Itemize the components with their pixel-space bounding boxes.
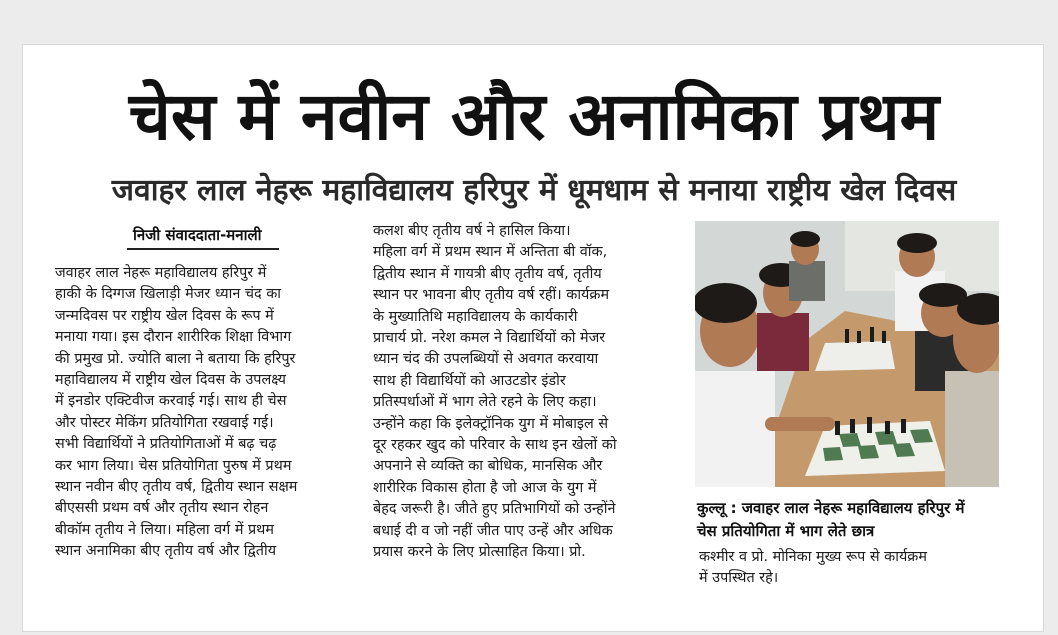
text-line: कर भाग लिया। चेस प्रतियोगिता पुरुष में प्रथम [55,457,292,474]
text-line: स्थान नवीन बीए तृतीय वर्ष, द्वितीय स्थान सक्षम [55,479,298,496]
text-line: बेहद जरूरी है। जीते हुए प्रतिभागियों को उन्होंने [373,501,616,518]
text-line: जवाहर लाल नेहरू महाविद्यालय हरिपुर में [55,265,267,281]
text-line: दूर रहकर खुद को परिवार के साथ इन खेलों को [373,437,617,454]
chess-photo [695,221,999,487]
text-line: जन्मदिवस पर राष्ट्रीय खेल दिवस के रूप में [55,307,274,324]
caption-line: चेस प्रतियोगिता में भाग लेते छात्र [697,522,875,540]
text-line: मनाया गया। इस दौरान शारीरिक शिक्षा विभाग [55,329,292,346]
text-line: में इनडोर एक्टिवीज करवाई गई। साथ ही चेस [55,393,287,410]
caption-line: कुल्लू : जवाहर लाल नेहरू महाविद्यालय हरिपुर में [697,499,965,517]
newspaper-clipping [22,44,1044,632]
text-line: साथ ही विद्यार्थियों को आउटडोर इंडोर [373,372,566,389]
text-line: की प्रमुख प्रो. ज्योति बाला ने बताया कि हरिपुर [55,350,296,367]
text-line: ध्यान चंद की उपलब्धियों से अवगत करवाया [373,351,599,368]
text-line: बीएससी प्रथम वर्ष और तृतीय स्थान रोहन [55,500,269,517]
byline-underline [127,248,279,250]
text-line: महाविद्यालय में राष्ट्रीय खेल दिवस के उपलक्ष्य [55,372,286,389]
text-line: कलश बीए तृतीय वर्ष ने हासिल किया। [373,223,571,239]
text-line: उन्होंने कहा कि इलेक्ट्रॉनिक युग में मोबाइल से [373,415,609,432]
article-column-2 [373,221,705,564]
text-line: कश्मीर व प्रो. मोनिका मुख्य रूप से कार्यक्रम [699,549,927,565]
text-line: हाकी के दिग्गज खिलाड़ी मेजर ध्यान चंद का [55,286,282,303]
photo-caption [697,497,1001,543]
text-line: में उपस्थित रहे। [699,570,779,587]
byline: निजी संवाददाता-मनाली [133,226,262,244]
text-line: शारीरिक विकास होता है जो आज के युग में [373,479,597,496]
text-line: महिला वर्ग में प्रथम स्थान में अन्तिता बी वॉक, [373,244,608,261]
article-column-1 [55,263,387,563]
text-line: और पोस्टर मेकिंग प्रतियोगिता रखवाई गई। [55,414,274,431]
text-line: के मुख्यातिथि महाविद्यालय के कार्यकारी [373,308,578,325]
text-line: अपनाने से व्यक्ति का बोधिक, मानसिक और [373,458,603,475]
text-line: प्रतिस्पर्धाओं में भाग लेते रहने के लिए कहा। [373,394,597,411]
text-line: स्थान अनामिका बीए तृतीय वर्ष और द्वितीय [55,543,277,560]
text-line: द्वितीय स्थान में गायत्री बीए तृतीय वर्ष, तृतीय [373,265,602,282]
text-line: बधाई दी व जो नहीं जीत पाए उन्हें और अधिक [373,522,613,539]
text-line: प्रयास करने के लिए प्रोत्साहित किया। प्रो. [373,544,586,561]
cut-off-next-article [23,611,1044,632]
text-line: प्राचार्य प्रो. नरेश कमल ने विद्यार्थियों को मेजर [373,330,606,347]
headline: चेस में नवीन और अनामिका प्रथम [128,78,940,155]
text-line: बीकॉम तृतीय ने लिया। महिला वर्ग में प्रथम [55,521,274,538]
text-line: सभी विद्यार्थियों ने प्रतियोगिताओं में बढ़ चढ़ [55,436,277,453]
subheadline: जवाहर लाल नेहरू महाविद्यालय हरिपुर में धूमधाम से मनाया राष्ट्रीय खेल दिवस [111,173,957,208]
text-line: स्थान पर भावना बीए तृतीय वर्ष रहीं। कार्यक्रम [373,287,610,304]
article-column-3 [699,547,999,590]
chess-photo-illustration [695,221,999,487]
